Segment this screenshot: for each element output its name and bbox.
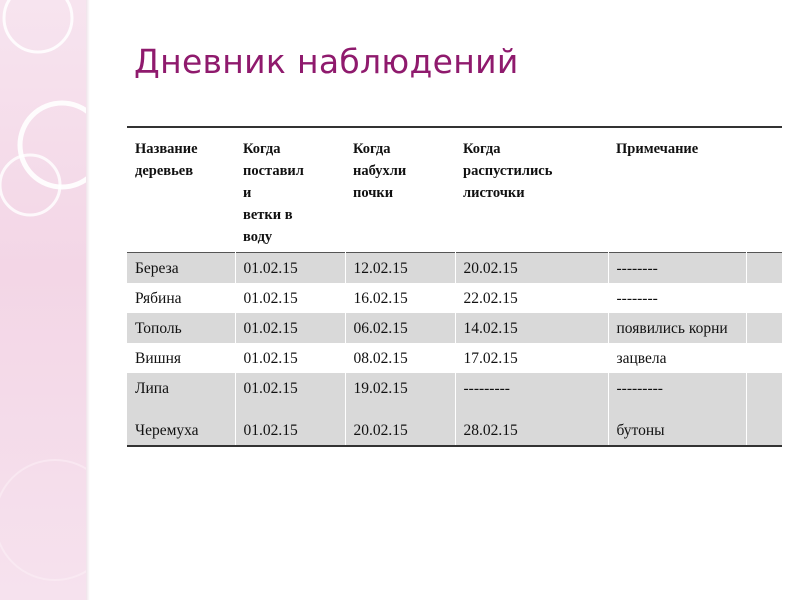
table-cell: 22.02.15 bbox=[455, 283, 608, 313]
header-line: Примечание bbox=[616, 141, 699, 157]
slide-title: Дневник наблюдений bbox=[134, 42, 519, 81]
table-cell: 01.02.15 bbox=[235, 313, 345, 343]
table-cell bbox=[127, 373, 235, 446]
table-cell: 17.02.15 bbox=[455, 343, 608, 373]
table-cell: Береза bbox=[127, 253, 235, 284]
table-cell: 06.02.15 bbox=[345, 313, 455, 343]
header-line: набухли bbox=[353, 163, 407, 179]
table-cell: 01.02.15 bbox=[235, 343, 345, 373]
column-header bbox=[345, 127, 455, 253]
table-cell: появились корни bbox=[608, 313, 746, 343]
column-header bbox=[127, 127, 235, 253]
cell-line: 19.02.15 bbox=[353, 380, 408, 397]
header-line: Когда bbox=[243, 141, 281, 157]
cell-line: 20.02.15 bbox=[353, 422, 408, 439]
decorative-rings bbox=[0, 0, 88, 600]
table-cell bbox=[746, 253, 782, 284]
header-line: Название bbox=[135, 141, 198, 157]
header-line: деревьев bbox=[135, 163, 194, 179]
table-cell: 08.02.15 bbox=[345, 343, 455, 373]
decorative-side-band bbox=[0, 0, 88, 600]
header-line: поставил bbox=[243, 163, 304, 179]
table-cell bbox=[746, 283, 782, 313]
table-cell: Вишня bbox=[135, 350, 181, 367]
header-line: ветки в bbox=[243, 207, 293, 223]
table-cell bbox=[345, 373, 455, 446]
column-header bbox=[455, 127, 608, 253]
cell-line: --------- bbox=[616, 380, 663, 397]
table-cell: -------- bbox=[608, 283, 746, 313]
table-row bbox=[127, 283, 782, 313]
column-header bbox=[746, 127, 782, 253]
table-cell bbox=[746, 343, 782, 373]
table-cell: 16.02.15 bbox=[345, 283, 455, 313]
table-cell: 12.02.15 bbox=[345, 253, 455, 284]
table-row bbox=[127, 373, 782, 446]
table-cell: -------- bbox=[608, 253, 746, 284]
table-cell: 14.02.15 bbox=[455, 313, 608, 343]
header-row bbox=[127, 127, 782, 253]
cell-line: 28.02.15 bbox=[463, 422, 518, 439]
table-body bbox=[127, 253, 782, 447]
table-header bbox=[127, 127, 782, 253]
cell-line: бутоны bbox=[616, 422, 665, 439]
cell-line: 01.02.15 bbox=[243, 380, 298, 397]
header-line: Когда bbox=[353, 141, 391, 157]
table-cell: зацвела bbox=[608, 343, 746, 373]
observation-table bbox=[127, 126, 782, 447]
column-header bbox=[235, 127, 345, 253]
header-line: и bbox=[243, 185, 252, 201]
cell-line: Липа bbox=[135, 380, 169, 397]
table-cell bbox=[746, 373, 782, 446]
cell-line: 01.02.15 bbox=[243, 422, 298, 439]
table-cell: Тополь bbox=[127, 313, 235, 343]
table-cell: Рябина bbox=[135, 290, 182, 307]
table-cell bbox=[608, 373, 746, 446]
cell-line: --------- bbox=[463, 380, 510, 397]
table-cell bbox=[235, 373, 345, 446]
header-line: Когда bbox=[463, 141, 501, 157]
table-row bbox=[127, 253, 782, 284]
table-cell bbox=[746, 313, 782, 343]
header-line: воду bbox=[243, 229, 273, 245]
side-band-edge bbox=[86, 0, 90, 600]
table-cell bbox=[455, 373, 608, 446]
table-row bbox=[127, 313, 782, 343]
header-line: распустились bbox=[463, 163, 553, 179]
header-line: листочки bbox=[463, 185, 525, 201]
cell-line: Черемуха bbox=[135, 422, 199, 439]
table-row bbox=[127, 343, 782, 373]
table-cell: 01.02.15 bbox=[235, 283, 345, 313]
table-cell: 01.02.15 bbox=[235, 253, 345, 284]
header-line: почки bbox=[353, 185, 394, 201]
column-header bbox=[608, 127, 746, 253]
table-cell: 20.02.15 bbox=[455, 253, 608, 284]
